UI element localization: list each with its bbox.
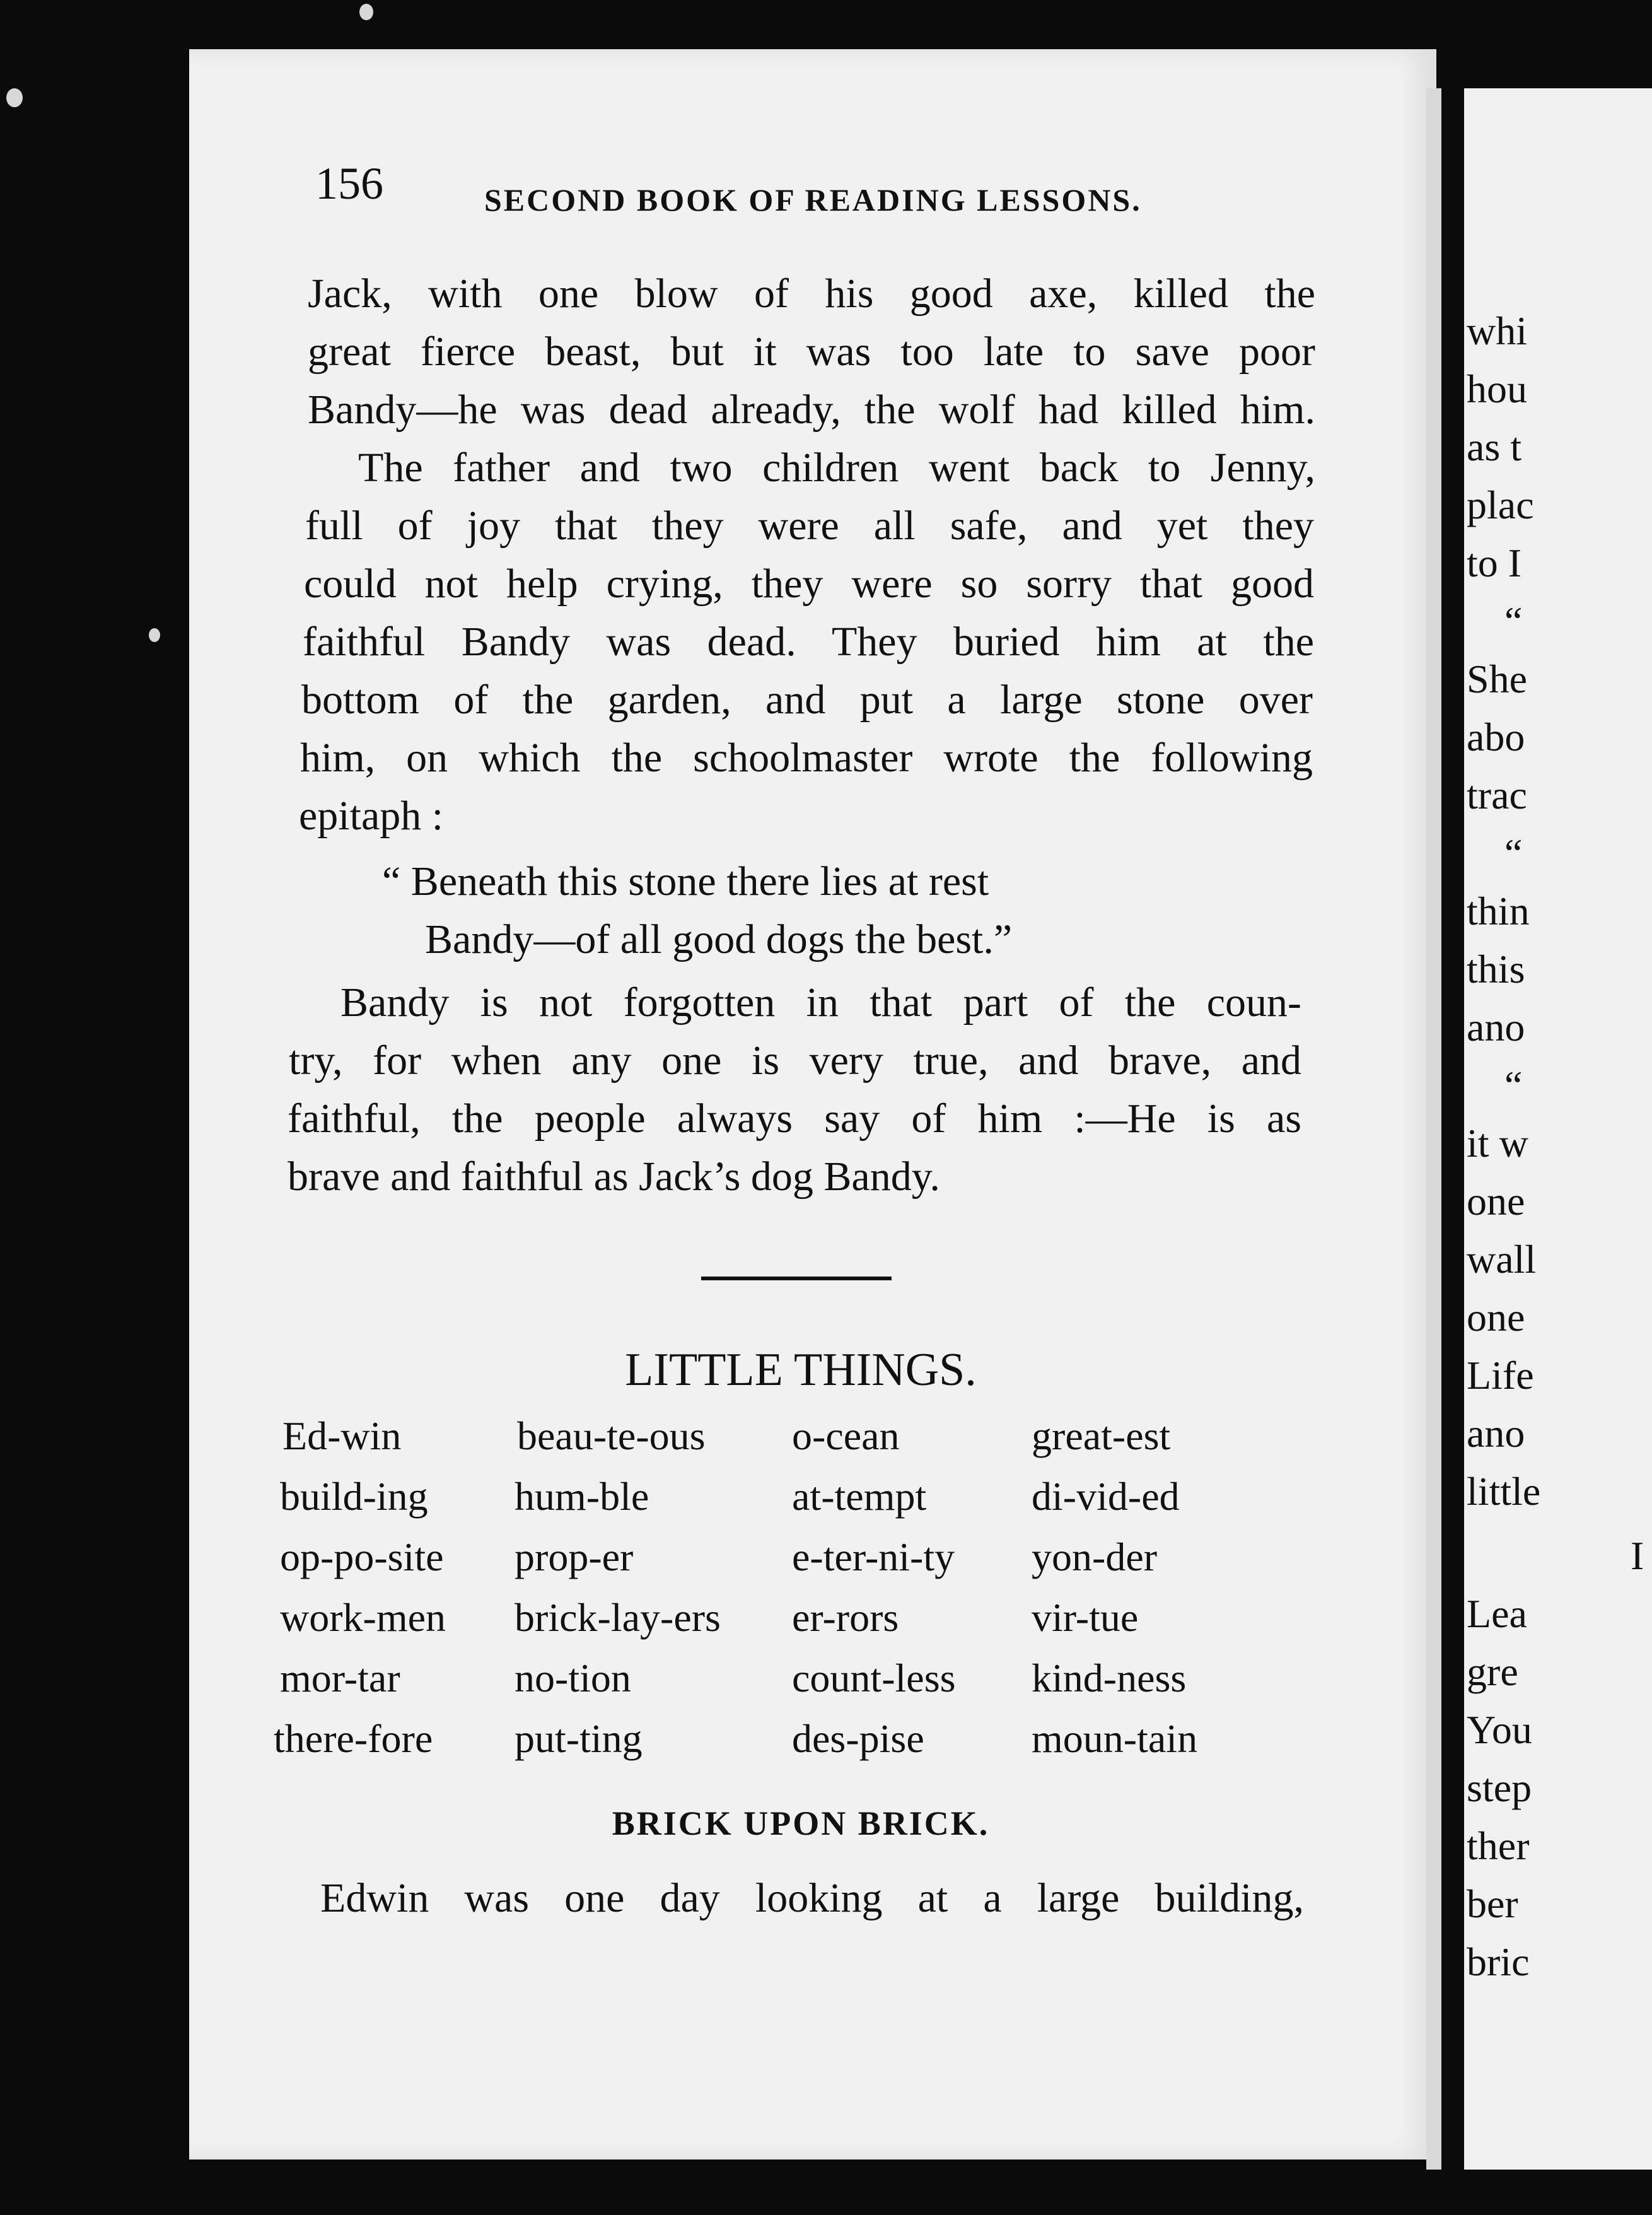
story-line: Bandy—he was dead already, the wolf had killed him.: [308, 387, 1315, 433]
page-number: 156: [315, 158, 383, 209]
facing-page-fragment: thin: [1467, 889, 1530, 933]
spelling-word: no-tion: [515, 1656, 631, 1700]
spelling-word: brick-lay-ers: [515, 1595, 721, 1640]
story-line: could not help crying, they were so sorry that good: [304, 561, 1314, 607]
spelling-word: des-pise: [792, 1716, 924, 1761]
facing-page-fragment: I: [1631, 1533, 1644, 1578]
spelling-word: moun-tain: [1032, 1716, 1198, 1761]
spelling-word: prop-er: [515, 1534, 634, 1579]
spelling-word: Ed-win: [282, 1413, 402, 1458]
facing-page-fragment: this: [1467, 947, 1525, 991]
story-line: full of joy that they were all safe, and yet they: [305, 503, 1314, 549]
dust-speck: [6, 88, 23, 107]
story-line: faithful Bandy was dead. They buried him at the: [303, 619, 1314, 665]
spelling-word: there-fore: [274, 1716, 433, 1761]
book-gutter: [1426, 88, 1441, 2170]
facing-page-fragment: abo: [1467, 715, 1525, 759]
story-line: try, for when any one is very true, and brave, and: [289, 1037, 1301, 1084]
facing-page-fragment: bric: [1467, 1939, 1530, 1984]
spelling-word: e-ter-ni-ty: [792, 1534, 955, 1579]
story-line: bottom of the garden, and put a large stone over: [301, 677, 1313, 723]
story-line: faithful, the people always say of him :—He is as: [288, 1096, 1301, 1142]
spelling-word: work-men: [280, 1595, 446, 1640]
story-line: epitaph :: [299, 793, 444, 839]
lesson-title: LITTLE THINGS.: [625, 1344, 977, 1396]
facing-page-fragment: “: [1504, 831, 1523, 875]
section-divider: [701, 1277, 892, 1280]
facing-page-fragment: it w: [1467, 1121, 1528, 1166]
story-line: Bandy is not forgotten in that part of the coun-: [340, 979, 1301, 1026]
story-line: brave and faithful as Jack’s dog Bandy.: [288, 1154, 940, 1200]
facing-page-fragment: gre: [1467, 1649, 1518, 1694]
facing-page-fragment: hou: [1467, 366, 1527, 411]
facing-page-fragment: ano: [1467, 1411, 1525, 1456]
spelling-word: put-ting: [515, 1716, 643, 1761]
dust-speck: [149, 628, 160, 642]
facing-page-fragment: plac: [1467, 482, 1534, 527]
facing-page-fragment: wall: [1467, 1237, 1537, 1282]
facing-page-fragment: ther: [1467, 1823, 1530, 1868]
facing-page-fragment: little: [1467, 1469, 1541, 1514]
spelling-word: count-less: [792, 1656, 956, 1700]
story-line: him, on which the schoolmaster wrote the following: [300, 735, 1313, 781]
spelling-word: yon-der: [1032, 1534, 1158, 1579]
spelling-word: er-rors: [792, 1595, 899, 1640]
facing-page-fragment: You: [1467, 1707, 1532, 1752]
spelling-word: great-est: [1032, 1413, 1171, 1458]
dust-speck: [359, 4, 373, 20]
spelling-word: hum-ble: [515, 1474, 649, 1519]
running-head: SECOND BOOK OF READING LESSONS.: [484, 182, 1142, 218]
story-line: great fierce beast, but it was too late to save poor: [308, 329, 1315, 375]
facing-page-fragment: She: [1467, 657, 1527, 701]
story-line: Jack, with one blow of his good axe, killed the: [308, 271, 1315, 317]
facing-page-fragment: “: [1504, 1063, 1523, 1108]
story-line: The father and two children went back to Jenny,: [358, 445, 1315, 491]
lesson-subtitle: BRICK UPON BRICK.: [612, 1804, 990, 1842]
facing-page-fragment: whi: [1467, 308, 1527, 353]
facing-page-fragment: “: [1504, 599, 1523, 643]
spelling-word: op-po-site: [280, 1534, 444, 1579]
facing-page-fragment: as t: [1467, 424, 1522, 469]
spelling-word: o-cean: [792, 1413, 900, 1458]
spelling-word: kind-ness: [1032, 1656, 1187, 1700]
facing-page-fragment: one: [1467, 1295, 1525, 1340]
spelling-word: at-tempt: [792, 1474, 927, 1519]
facing-page-fragment: trac: [1467, 773, 1527, 817]
lesson-first-line: Edwin was one day looking at a large building,: [320, 1875, 1304, 1921]
facing-page-fragment: one: [1467, 1179, 1525, 1224]
facing-page-fragment: ano: [1467, 1005, 1525, 1049]
spelling-word: mor-tar: [280, 1656, 400, 1700]
epitaph-line: “ Beneath this stone there lies at rest: [382, 858, 989, 904]
spelling-word: build-ing: [280, 1474, 428, 1519]
epitaph-line: Bandy—of all good dogs the best.”: [425, 916, 1013, 962]
facing-page-fragment: to I: [1467, 541, 1522, 585]
facing-page-fragment: Lea: [1467, 1591, 1527, 1636]
spelling-word: di-vid-ed: [1032, 1474, 1180, 1519]
spelling-word: beau-te-ous: [517, 1413, 706, 1458]
facing-page-fragment: Life: [1467, 1353, 1534, 1398]
facing-page-fragment: ber: [1467, 1881, 1518, 1926]
spelling-word: vir-tue: [1032, 1595, 1139, 1640]
facing-page-fragment: step: [1467, 1765, 1532, 1810]
